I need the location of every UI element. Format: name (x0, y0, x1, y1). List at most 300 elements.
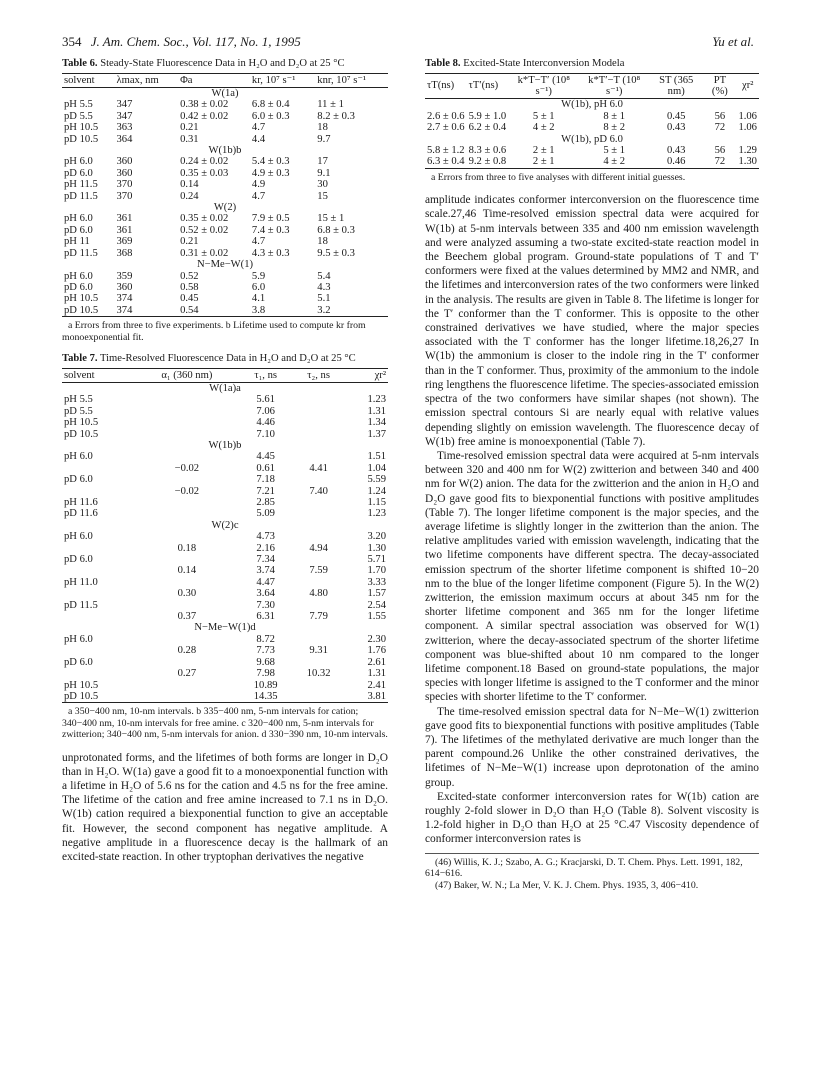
table-cell: 363 (116, 122, 133, 134)
table-cell: 0.31 ± 0.02 (180, 247, 229, 259)
group-label: W(1b)b (208, 145, 242, 157)
table-cell: 5.59 (367, 474, 386, 486)
table-cell: pD 6.0 (64, 167, 93, 179)
table-row (62, 531, 388, 542)
left-column (62, 58, 388, 864)
table-cell: 0.28 (177, 645, 197, 657)
table-cell: 0.14 (177, 565, 197, 577)
running-header-left (62, 34, 301, 50)
table-cell: 5 ± 1 (603, 145, 626, 157)
table-cell: pD 10.5 (64, 690, 99, 702)
table-cell: 2.30 (367, 633, 386, 645)
paragraph: unprotonated forms, and the lifetimes of both forms are longer in D₂O than in H₂O. W(1a) gave a good fit to a monoexponential function with a lifetime in H₂O of 5.6 ns for the cation and 4.5 ns for the free amine. The lifetime of the cation and free amine increased to 7.1 ns in D₂O. W(1b) cation required a biexponential function to give an acceptable fit. However, the second component has negative amplitude. A negative amplitude in a fluorescence decay is the hallmark of an excited-state reaction. In other tryptophan derivatives the negative (62, 751, 388, 863)
table-cell: 0.14 (180, 179, 199, 191)
reference-item: (46) Willis, K. J.; Szabo, A. G.; Kracjarski, D. T. Chem. Phys. Lett. 1991, 182, 614−616. (425, 856, 743, 880)
group-label: W(1a)a (209, 382, 241, 394)
table-row (62, 486, 388, 497)
table-row (62, 451, 388, 462)
table-cell: 30 (317, 179, 328, 191)
group-label: N−Me−W(1)d (194, 622, 256, 634)
table-cell: 1.34 (367, 417, 386, 429)
table-cell: 4.80 (309, 588, 328, 600)
table-cell: 56 (714, 145, 726, 157)
table-cell: 6.3 ± 0.4 (427, 156, 465, 168)
table-cell: 3.74 (256, 565, 275, 577)
table-cell: 5.9 ± 1.0 (468, 110, 507, 122)
table-row (62, 508, 388, 519)
table-cell: pD 6.0 (64, 281, 93, 293)
table-cell: pD 5.5 (64, 405, 93, 417)
table-cell: 0.30 (177, 588, 197, 600)
table-cell (135, 577, 240, 588)
column-header: χr² (374, 369, 386, 381)
table-row (62, 271, 388, 282)
table-cell: 6.8 ± 0.4 (251, 99, 290, 111)
table-cell: 5.71 (367, 554, 386, 566)
table-row (62, 282, 388, 293)
table-cell (135, 406, 240, 417)
table-row (62, 657, 388, 668)
table-cell: 7.40 (309, 485, 328, 497)
group-label: W(1b), pD 6.0 (561, 133, 623, 145)
table-cell: pD 11.6 (64, 508, 98, 520)
group-label: W(1a) (211, 88, 239, 99)
journal-citation: J. Am. Chem. Soc., Vol. 117, No. 1, 1995 (90, 34, 301, 49)
table-cell: 6.8 ± 0.3 (317, 224, 355, 236)
table-cell: 15 (317, 190, 328, 202)
column-header: solvent (64, 74, 95, 86)
table-cell: 0.46 (666, 156, 686, 168)
column-header: τT′(ns) (468, 80, 499, 92)
table-cell (135, 394, 240, 405)
group-label: W(2) (213, 202, 237, 214)
table-cell: 0.27 (177, 668, 197, 680)
table-cell: 5.09 (256, 508, 275, 520)
group-label: W(2)c (211, 519, 239, 531)
table-row (62, 429, 388, 440)
table-cell: pH 5.5 (64, 99, 93, 111)
table-cell: 7.79 (309, 611, 328, 623)
table-cell: 18 (317, 122, 328, 134)
table-cell: 0.21 (180, 236, 199, 248)
table-cell: pD 10.5 (64, 304, 99, 316)
table-row (62, 577, 388, 588)
table-cell (135, 508, 240, 519)
table-cell: 17 (317, 156, 328, 168)
column-header: α₁ (360 nm) (161, 369, 213, 381)
table-cell (135, 680, 240, 691)
table-cell: 1.24 (367, 485, 386, 497)
table-cell: pH 11 (64, 236, 90, 248)
table-row (62, 179, 388, 190)
table-cell (62, 611, 135, 622)
table-cell (292, 474, 345, 485)
table-cell (292, 508, 345, 519)
table-cell: 1.06 (738, 110, 757, 122)
table-cell: −0.02 (174, 485, 200, 497)
column-header: solvent (64, 369, 95, 381)
table-cell: pD 5.5 (64, 110, 93, 122)
table-cell: 4 ± 2 (532, 122, 555, 134)
table-cell: 0.42 ± 0.02 (180, 110, 229, 122)
table-cell: 1.51 (367, 451, 386, 463)
table-cell: 3.2 (317, 304, 331, 316)
table-cell: 4.3 ± 0.3 (251, 247, 290, 259)
table8 (425, 73, 759, 169)
table-cell: 0.58 (180, 281, 199, 293)
group-label: N−Me−W(1) (196, 259, 254, 271)
table-cell: 1.23 (367, 394, 386, 406)
table-cell: pH 10.5 (64, 679, 99, 691)
table-cell (292, 554, 345, 565)
table-cell (292, 577, 345, 588)
table-cell: 7.34 (256, 554, 275, 566)
table-cell: 10.32 (306, 668, 331, 680)
table-cell: 0.24 (180, 190, 199, 202)
column-header: τ₂, ns (307, 369, 330, 381)
table-cell: 9.2 ± 0.8 (468, 156, 507, 168)
table-cell (135, 497, 240, 508)
table-cell (135, 600, 240, 611)
table-cell: 8.72 (256, 633, 275, 645)
table-row (62, 293, 388, 304)
table-cell: 0.38 ± 0.02 (180, 99, 229, 111)
table-cell: 9.1 (317, 167, 331, 179)
table-cell (62, 645, 135, 656)
table-cell: 1.31 (367, 405, 386, 417)
table-cell: 4.4 (251, 133, 266, 145)
table-cell: 4.41 (309, 462, 328, 474)
table-cell (62, 588, 135, 599)
group-label: W(1b), pH 6.0 (561, 99, 623, 111)
group-label: W(1b)b (208, 439, 242, 451)
table-cell: pH 11.5 (64, 179, 98, 191)
table-cell: pD 11.5 (64, 599, 98, 611)
left-body-text (62, 751, 388, 865)
table-cell: 0.35 ± 0.02 (180, 213, 229, 225)
table-cell: 1.06 (738, 122, 757, 134)
table-cell: −0.02 (174, 462, 200, 474)
table-cell: 3.8 (251, 304, 266, 316)
column-header: ST (365 nm) (659, 74, 694, 97)
table-cell: 4.1 (251, 293, 266, 305)
table-cell: pD 10.5 (64, 133, 99, 145)
table6-caption: Table 6. Steady-State Fluorescence Data in H₂O and D₂O at 25 °C (62, 58, 345, 69)
table-row (62, 474, 388, 485)
right-column (425, 58, 759, 891)
table-cell: 4.9 ± 0.3 (251, 167, 290, 179)
table-cell: 9.31 (309, 645, 328, 657)
table-cell (292, 417, 345, 428)
table-cell: 1.37 (367, 428, 386, 440)
table-cell: 72 (714, 156, 726, 168)
table-cell: 8 ± 2 (603, 122, 626, 134)
table-cell: 7.4 ± 0.3 (251, 224, 290, 236)
table6-footnote: a Errors from three to five experiments. b Lifetime used to compute kr from monoexponential fit. (62, 320, 366, 343)
table-cell: 6.2 ± 0.4 (468, 122, 507, 134)
table-cell: 1.29 (738, 145, 757, 157)
table-cell: 5.4 (317, 270, 331, 282)
table-cell: pH 5.5 (64, 394, 93, 406)
paragraph: The time-resolved emission spectral data for N−Me−W(1) zwitterion gave good fits to biexponential functions with positive amplitudes (Table 7). The lifetimes of the methylated derivative are much longer than the parent compound.26 Unlike the other constrained derivatives, the lifetimes of N−Me−W(1) increase upon deprotonation of the amino group. (425, 705, 759, 789)
table-cell (292, 600, 345, 611)
table-cell: 15 ± 1 (317, 213, 345, 225)
table-cell: pH 6.0 (64, 531, 93, 543)
table-cell: 1.55 (367, 611, 386, 623)
column-header: τ₁, ns (254, 369, 277, 381)
table-cell: pH 10.5 (64, 417, 99, 429)
table-row (62, 156, 388, 167)
table-cell: 369 (116, 236, 133, 248)
table-cell: 11 ± 1 (317, 99, 344, 111)
table-cell: 361 (116, 213, 133, 225)
page-number: 354 (62, 34, 82, 49)
table7-caption: Table 7. Time-Resolved Fluorescence Data in H₂O and D₂O at 25 °C (62, 352, 356, 364)
table-row (425, 156, 759, 168)
table-cell: 5.4 ± 0.3 (251, 156, 290, 168)
table-cell: 2 ± 1 (532, 156, 555, 168)
table-cell (135, 474, 240, 485)
table-cell: 3.20 (367, 531, 386, 543)
table-row (62, 236, 388, 247)
table-cell: 7.30 (256, 599, 275, 611)
table-row (62, 99, 388, 110)
table-cell: pH 11.6 (64, 497, 98, 508)
table-row (62, 248, 388, 259)
paragraph: Excited-state conformer interconversion rates for W(1b) cation are roughly 2-fold slower in D₂O than H₂O (Table 8). Solvent viscosity is 1.2-fold higher in D₂O than H₂O at 25 °C.47 Viscosity dependence of conformer interconversion rates is (425, 790, 759, 846)
table-cell: 72 (714, 122, 726, 134)
table-row (425, 111, 759, 122)
column-header: k*T′−T (10⁸ s⁻¹) (588, 74, 641, 97)
table-row (62, 225, 388, 236)
table-cell: 2.85 (256, 497, 275, 508)
table-cell: pH 10.5 (64, 293, 99, 305)
reference-item: (47) Baker, W. N.; La Mer, V. K. J. Chem. Phys. 1935, 3, 406−410. (435, 879, 699, 891)
column-header: Φa (180, 74, 193, 86)
table-cell: pD 6.0 (64, 656, 93, 668)
table-cell: pD 11.5 (64, 247, 98, 259)
table-cell (292, 634, 345, 645)
table-cell: 0.21 (180, 122, 199, 134)
table-cell: 4.94 (309, 542, 328, 554)
table6 (62, 73, 388, 318)
table-row (62, 668, 388, 679)
table-cell (292, 451, 345, 462)
table-row (62, 554, 388, 565)
table-cell: 4.47 (256, 576, 275, 588)
table-row (62, 645, 388, 656)
table-cell: 347 (116, 110, 133, 122)
column-header: kr, 10⁷ s⁻¹ (251, 74, 296, 86)
table-cell: 4.3 (317, 281, 331, 293)
table-cell (292, 680, 345, 691)
table-cell (292, 531, 345, 542)
table-cell: 3.64 (256, 588, 275, 600)
table-cell: 5.61 (256, 394, 275, 406)
table-cell (62, 463, 135, 474)
table-row (62, 680, 388, 691)
table-cell: pH 6.0 (64, 451, 93, 463)
references (425, 853, 759, 892)
table-cell: 7.73 (256, 645, 275, 657)
table-cell: 8.2 ± 0.3 (317, 110, 355, 122)
table-row (62, 634, 388, 645)
table-cell: 5 ± 1 (532, 110, 555, 122)
table-cell: 359 (116, 270, 133, 282)
table-cell: 5.9 (251, 270, 266, 282)
table-cell: 2.16 (256, 542, 275, 554)
table-cell: 9.7 (317, 133, 331, 145)
table-cell: 9.5 ± 0.3 (317, 247, 355, 259)
table-row (62, 497, 388, 508)
table7 (62, 368, 388, 704)
column-header: PT (%) (711, 74, 728, 97)
table-cell: 0.45 (666, 110, 686, 122)
table-cell: 3.81 (367, 690, 386, 702)
table-cell: 7.9 ± 0.5 (251, 213, 290, 225)
table-cell: 1.23 (367, 508, 386, 520)
table-cell (62, 543, 135, 554)
table-row (62, 588, 388, 599)
table-cell (135, 657, 240, 668)
table-cell (62, 668, 135, 679)
right-body-text (425, 193, 759, 846)
table-cell: 7.59 (309, 565, 328, 577)
table-cell: 364 (116, 133, 133, 145)
table-cell: 4.46 (256, 417, 275, 429)
table-cell: 360 (116, 281, 133, 293)
table-cell: 4.7 (251, 236, 266, 248)
table-cell: 2.61 (367, 656, 386, 668)
table-cell: 7.98 (256, 668, 275, 680)
table-row (425, 122, 759, 133)
table-cell: 1.15 (367, 497, 386, 508)
table-cell: 0.54 (180, 304, 199, 316)
table-cell (135, 429, 240, 440)
column-header: λmax, nm (116, 74, 159, 86)
table-cell: 2.41 (367, 679, 386, 691)
paragraph: amplitude indicates conformer interconversion on the fluorescence time scale.27,46 Time-resolved emission spectral data were acquired for W(1b) at 5-nm intervals between 335 and 400 nm emission wavelength and were analyzed assuming a two-state excited-state reaction model in the Beechem global program. Ground-state populations of T and T′ conformers were fixed at the values determined by MM2 and NMR, and the lifetimes and interconversion rates of the two conformers were linked in the analysis. The results are given in Table 8. The lifetime is longer for the T′ conformer than the T conformer. This is opposite to the other constrained derivatives we have studied, where the major species associated with the T conformer has the longer lifetime.18,26,27 In W(1b) the ammonium is closer to the indole ring in the T′ conformer than in the T conformer. Thus, proximity of the ammonium to the indole ring lengthens the fluorescence lifetime. The species-associated emission spectra of the two conformers have similar shapes (not shown). The emission spectral contours Si are nearly equal with relative values depending slightly on emission wavelength. The fluorescence decay of W(1b) free amine is monoexponential (Table 7). (425, 194, 760, 448)
column-header: knr, 10⁷ s⁻¹ (317, 74, 367, 86)
table-row (62, 565, 388, 576)
table-cell: 14.35 (253, 690, 278, 702)
column-header: χr² (742, 80, 754, 92)
table-row (62, 417, 388, 428)
table-cell: pD 6.0 (64, 224, 93, 236)
table-cell: 9.68 (256, 656, 275, 668)
table-cell: pD 10.5 (64, 428, 99, 440)
table-cell: 1.30 (367, 542, 386, 554)
table-cell: 56 (714, 110, 726, 122)
table-cell (62, 565, 135, 576)
table-cell: 6.31 (256, 611, 275, 623)
table-cell: 7.18 (256, 474, 275, 486)
table-cell: 0.52 ± 0.02 (180, 224, 229, 236)
table-cell: 8.3 ± 0.6 (468, 145, 507, 157)
table-row (62, 213, 388, 224)
table-row (62, 600, 388, 611)
table-cell (135, 531, 240, 542)
table-cell: pD 6.0 (64, 474, 93, 486)
table8-footnote: a Errors from three to five analyses with different initial guesses. (431, 171, 686, 183)
table-cell: 368 (116, 247, 133, 259)
table-cell: 5.8 ± 1.2 (427, 145, 465, 157)
table-cell (135, 634, 240, 645)
table-cell: 0.18 (177, 542, 197, 554)
table-cell: 3.33 (367, 576, 386, 588)
table-cell: 2.6 ± 0.6 (427, 110, 465, 122)
table-cell: 0.37 (177, 611, 197, 623)
table-cell: 18 (317, 236, 328, 248)
table-cell: 0.43 (666, 145, 686, 157)
table-cell: pD 6.0 (64, 554, 93, 566)
table-cell: 0.35 ± 0.03 (180, 167, 229, 179)
table-cell: 4 ± 2 (603, 156, 626, 168)
table-row (62, 691, 388, 703)
table-cell (292, 394, 345, 405)
table-cell: 370 (116, 190, 133, 202)
table-cell: 2.7 ± 0.6 (427, 122, 465, 134)
table-cell: 0.24 ± 0.02 (180, 156, 229, 168)
table-cell: 0.43 (666, 122, 686, 134)
table-cell: 1.30 (738, 156, 757, 168)
table-cell (292, 691, 345, 703)
table-cell: 6.0 ± 0.3 (251, 110, 290, 122)
column-header: k*T−T′ (10⁸ s⁻¹) (517, 74, 570, 97)
table-cell: 2 ± 1 (532, 145, 555, 157)
table-cell: 370 (116, 179, 133, 191)
table-cell: 361 (116, 224, 133, 236)
table-cell (292, 497, 345, 508)
table-cell: 4.9 (251, 179, 266, 191)
table-cell: 1.31 (367, 668, 386, 680)
table-cell: 7.10 (256, 428, 275, 440)
table-cell: pH 6.0 (64, 213, 93, 225)
table-cell (292, 406, 345, 417)
table-cell: pH 11.0 (64, 576, 98, 588)
table-cell: 347 (116, 99, 133, 111)
table-cell: 374 (116, 304, 133, 316)
table-cell: 1.70 (367, 565, 386, 577)
table-cell (135, 554, 240, 565)
table-cell: 7.06 (256, 405, 275, 417)
table-cell: 2.54 (367, 599, 386, 611)
table-row (62, 611, 388, 622)
table-cell: 4.7 (251, 190, 266, 202)
table-row (62, 191, 388, 202)
table7-footnote: a 350−400 nm, 10-nm intervals. b 335−400 nm, 5-nm intervals for cation; 340−400 nm, 10-nm intervals for free amine. c 320−400 nm, 5-nm intervals for zwitterion; 340−400 nm, 5-nm intervals for anion. d 330−390 nm, 10-nm intervals. (62, 706, 388, 741)
table-cell: 8 ± 1 (603, 110, 626, 122)
table-row (62, 111, 388, 122)
table-cell: pH 6.0 (64, 156, 93, 168)
table-cell: 7.21 (256, 485, 275, 497)
table-cell: 0.61 (256, 462, 275, 474)
table-cell: pH 10.5 (64, 122, 99, 134)
running-header-authors: Yu et al. (712, 34, 754, 49)
table-cell (292, 657, 345, 668)
table-row (62, 543, 388, 554)
table-cell: 374 (116, 293, 133, 305)
table-cell: 0.45 (180, 293, 199, 305)
table-cell (292, 429, 345, 440)
table-cell: 360 (116, 156, 133, 168)
column-header: τT(ns) (427, 80, 455, 92)
table-cell (135, 417, 240, 428)
table-cell: 4.7 (251, 122, 266, 134)
table-row (425, 145, 759, 156)
table-row (62, 134, 388, 145)
table-cell: pH 6.0 (64, 270, 93, 282)
